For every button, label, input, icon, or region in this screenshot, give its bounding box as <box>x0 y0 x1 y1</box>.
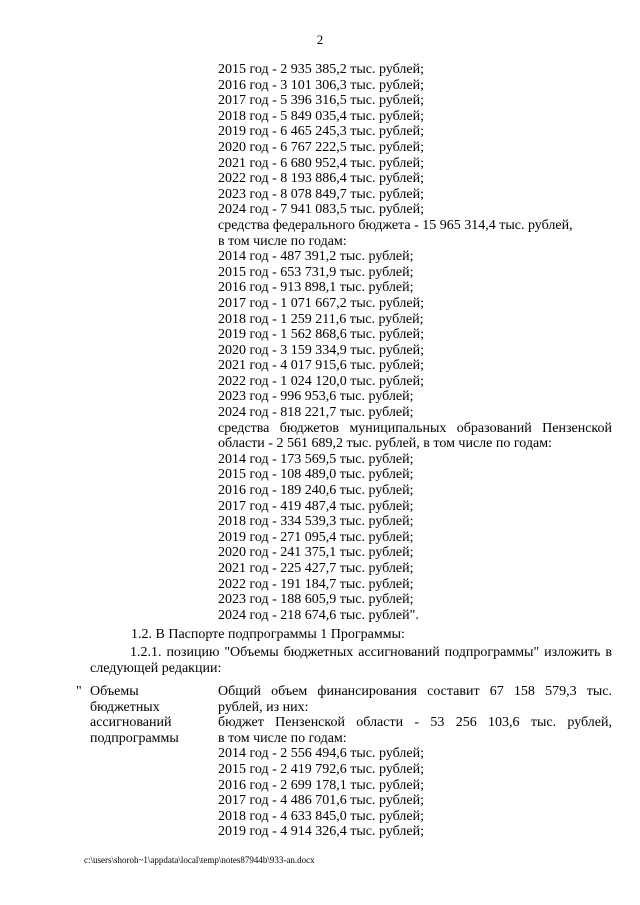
text-line: 2016 год - 2 699 178,1 тыс. рублей; <box>218 777 425 793</box>
text-line: 2017 год - 1 071 667,2 тыс. рублей; <box>218 295 425 311</box>
text-line: 2022 год - 1 024 120,0 тыс. рублей; <box>218 373 425 389</box>
section-heading: 1.2. В Паспорте подпрограммы 1 Программы: <box>131 627 405 642</box>
text-line: 2014 год - 487 391,2 тыс. рублей; <box>218 249 414 265</box>
label-line: подпрограммы <box>90 730 179 746</box>
footer-file-path: c:\users\shoroh~1\appdata\local\temp\notes87944b\933-an.docx <box>84 855 315 865</box>
text-line: 2017 год - 4 486 701,6 тыс. рублей; <box>218 793 425 809</box>
text-line: 2022 год - 8 193 886,4 тыс. рублей; <box>218 171 425 187</box>
text-line: 2015 год - 653 731,9 тыс. рублей; <box>218 264 414 280</box>
text-line: 2016 год - 913 898,1 тыс. рублей; <box>218 280 414 296</box>
text-line: 2019 год - 4 914 326,4 тыс. рублей; <box>218 824 425 840</box>
text-line: средства федерального бюджета - 15 965 314,4 тыс. рублей, <box>218 217 573 233</box>
text-line: 2019 год - 1 562 868,6 тыс. рублей; <box>218 327 425 343</box>
text-line: 2014 год - 2 556 494,6 тыс. рублей; <box>218 746 425 762</box>
text-line: 2019 год - 6 465 245,3 тыс. рублей; <box>218 124 425 140</box>
passport-position-label <box>90 684 210 746</box>
text-line: 2023 год - 996 953,6 тыс. рублей; <box>218 389 414 405</box>
text-line: в том числе по годам: <box>218 233 347 249</box>
text-line: 2023 год - 188 605,9 тыс. рублей; <box>218 592 414 608</box>
text-line: 2020 год - 241 375,1 тыс. рублей; <box>218 545 414 561</box>
text-line: 2023 год - 8 078 849,7 тыс. рублей; <box>218 186 425 202</box>
label-line: бюджетных <box>90 699 160 715</box>
text-line: 2021 год - 4 017 915,6 тыс. рублей; <box>218 358 425 374</box>
text-line: области - 2 561 689,2 тыс. рублей, в том числе по годам: <box>218 436 552 452</box>
text-line: рублей, из них: <box>218 699 309 715</box>
text-line: Общий объем финансирования составит 67 158 579,3 тыс. <box>218 684 612 699</box>
text-line: 2024 год - 818 221,7 тыс. рублей; <box>218 405 414 421</box>
text-line: 2015 год - 108 489,0 тыс. рублей; <box>218 467 414 483</box>
text-line: 2019 год - 271 095,4 тыс. рублей; <box>218 529 414 545</box>
text-line: 2018 год - 5 849 035,4 тыс. рублей; <box>218 108 425 124</box>
text-line: в том числе по годам: <box>218 730 347 746</box>
text-line: 2020 год - 6 767 222,5 тыс. рублей; <box>218 139 425 155</box>
text-line: 2015 год - 2 419 792,6 тыс. рублей; <box>218 761 425 777</box>
text-line: 2024 год - 218 674,6 тыс. рублей". <box>218 607 419 623</box>
text-line: средства бюджетов муниципальных образований Пензенской <box>218 420 612 436</box>
text-line: 2024 год - 7 941 083,5 тыс. рублей; <box>218 202 425 218</box>
amendment-instruction: 1.2.1. позицию "Объемы бюджетных ассигнований подпрограммы" изложить в следующей редакции: <box>90 645 612 676</box>
text-line: 2021 год - 225 427,7 тыс. рублей; <box>218 561 414 576</box>
page-number: 2 <box>316 32 324 47</box>
text-line: 2022 год - 191 184,7 тыс. рублей; <box>218 576 414 592</box>
text-line: 2016 год - 189 240,6 тыс. рублей; <box>218 483 414 499</box>
label-line: Объемы <box>90 684 139 699</box>
text-line: 2014 год - 173 569,5 тыс. рублей; <box>218 451 414 467</box>
text-line: 2021 год - 6 680 952,4 тыс. рублей; <box>218 155 425 171</box>
text-line: 2018 год - 4 633 845,0 тыс. рублей; <box>218 808 425 824</box>
text-line: 2018 год - 334 539,3 тыс. рублей; <box>218 514 414 530</box>
text-line: 2017 год - 5 396 316,5 тыс. рублей; <box>218 93 425 109</box>
text-line: 2017 год - 419 487,4 тыс. рублей; <box>218 498 414 514</box>
funding-breakdown-new <box>218 684 612 840</box>
label-line: ассигнований <box>90 715 172 731</box>
opening-quote-mark: " <box>76 684 82 699</box>
text-line: 2020 год - 3 159 334,9 тыс. рублей; <box>218 342 425 358</box>
text-line: 2015 год - 2 935 385,2 тыс. рублей; <box>218 62 425 77</box>
text-line: бюджет Пензенской области - 53 256 103,6 тыс. рублей, <box>218 715 612 731</box>
text-line: 2016 год - 3 101 306,3 тыс. рублей; <box>218 77 425 93</box>
funding-breakdown-continued <box>218 62 612 623</box>
text-line: 2018 год - 1 259 211,6 тыс. рублей; <box>218 311 424 327</box>
